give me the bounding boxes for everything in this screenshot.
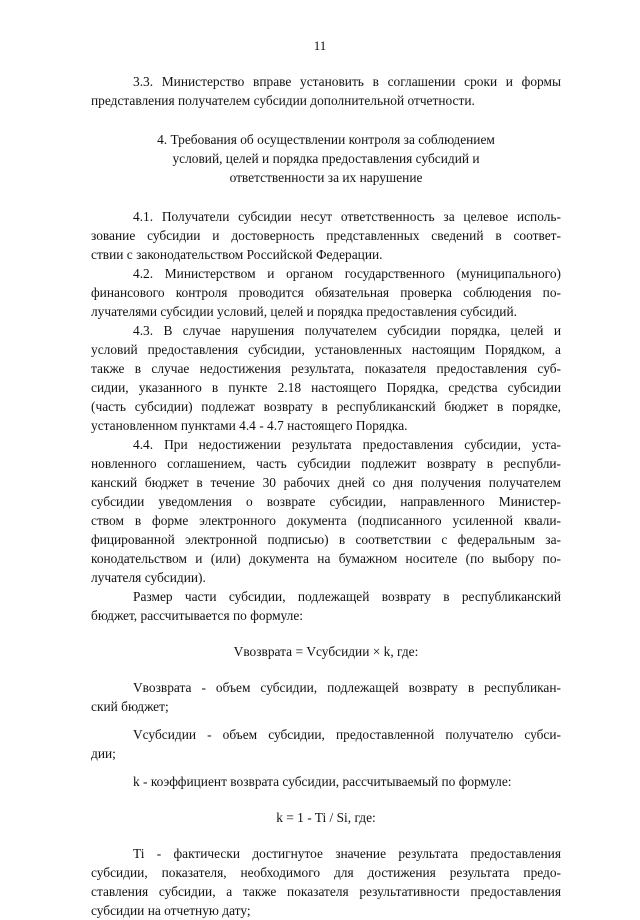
text-line: субсидии на отчетную дату; xyxy=(91,903,251,918)
text-line: 3.3. Министерство вправе установить в соглашении сроки и формы xyxy=(133,74,561,89)
text-line: условий предоставления субсидии, установленных настоящим Порядком, а xyxy=(91,342,561,357)
text-line: ствии с законодательством Российской Федерации. xyxy=(91,247,383,262)
definition-k: k - коэффициент возврата субсидии, рассчитываемый по формуле: xyxy=(133,774,512,789)
text-line: лучателями субсидии условий, целей и порядка предоставления субсидий. xyxy=(91,304,517,319)
heading-line: условий, целей и порядка предоставления субсидий и xyxy=(172,151,480,166)
text-line: субсидии уведомления о возврате субсидии, направленного Министер- xyxy=(91,494,561,509)
formula-refund-coefficient: k = 1 - Ti / Si, где: xyxy=(276,810,376,825)
heading-line: 4. Требования об осуществлении контроля за соблюдением xyxy=(157,132,495,147)
text-line: Vвозврата - объем субсидии, подлежащей возврату в республикан- xyxy=(133,680,561,695)
paragraph-4-1 xyxy=(91,207,561,264)
text-line: Vсубсидии - объем субсидии, предоставленной получателю субси- xyxy=(133,727,561,742)
paragraph-4-4 xyxy=(91,435,561,587)
text-line: субсидии, показателя, необходимого для достижения результата предо- xyxy=(91,865,561,880)
text-line: 4.3. В случае нарушения получателем субсидии порядка, целей и xyxy=(133,323,561,338)
text-line: конодательством и (или) документа на бумажном носителе (по выбору по- xyxy=(91,551,561,566)
text-line: зование субсидии и достоверность представленных сведений в соответ- xyxy=(91,228,561,243)
text-line: фицированной электронной подписью) в соответствии с федеральным за- xyxy=(91,532,561,547)
text-line: 4.2. Министерством и органом государственного (муниципального) xyxy=(133,266,561,281)
text-line: (часть субсидии) подлежат возврату в республиканский бюджет в порядке, xyxy=(91,399,561,414)
text-line: ством в форме электронного документа (подписанного усиленной квали- xyxy=(91,513,561,528)
paragraph-4-2 xyxy=(91,264,561,321)
paragraph-4-3 xyxy=(91,321,561,435)
heading-line: ответственности за их нарушение xyxy=(229,170,423,185)
text-line: 4.1. Получатели субсидии несут ответственность за целевое исполь- xyxy=(133,209,561,224)
text-line: ский бюджет; xyxy=(91,699,169,714)
text-line: лучателя субсидии). xyxy=(91,570,206,585)
page-number: 11 xyxy=(313,38,327,53)
text-line: канский бюджет в течение 30 рабочих дней со дня получения получателем xyxy=(91,475,561,490)
text-line: 4.4. При недостижении результата предоставления субсидии, уста- xyxy=(133,437,561,452)
section-4-heading xyxy=(91,130,561,187)
text-line: сидии, указанного в пункте 2.18 настоящего Порядка, средства субсидии xyxy=(91,380,561,395)
definition-v-subsidy xyxy=(91,725,561,763)
text-line: новленного соглашением, часть субсидии подлежит возврату в республи- xyxy=(91,456,561,471)
text-line: установленном пунктами 4.4 - 4.7 настоящего Порядка. xyxy=(91,418,408,433)
text-line: дии; xyxy=(91,746,116,761)
text-line: представления получателем субсидии дополнительной отчетности. xyxy=(91,93,475,108)
text-line: финансового контроля проводится обязательная проверка соблюдения по- xyxy=(91,285,561,300)
text-line: ставления субсидии, а также показателя результативности предоставления xyxy=(91,884,561,899)
text-line: Размер части субсидии, подлежащей возврату в республиканский xyxy=(133,589,561,604)
text-line: также в случае недостижения результата, показателя предоставления суб- xyxy=(91,361,561,376)
definition-ti xyxy=(91,844,561,920)
text-line: Ti - фактически достигнутое значение результата предоставления xyxy=(133,846,561,861)
paragraph-3-3 xyxy=(91,72,561,110)
page-body xyxy=(91,72,561,920)
paragraph-refund-size xyxy=(91,587,561,625)
formula-refund-volume: Vвозврата = Vсубсидии × k, где: xyxy=(233,644,419,659)
text-line: бюджет, рассчитывается по формуле: xyxy=(91,608,304,623)
definition-v-refund xyxy=(91,678,561,716)
